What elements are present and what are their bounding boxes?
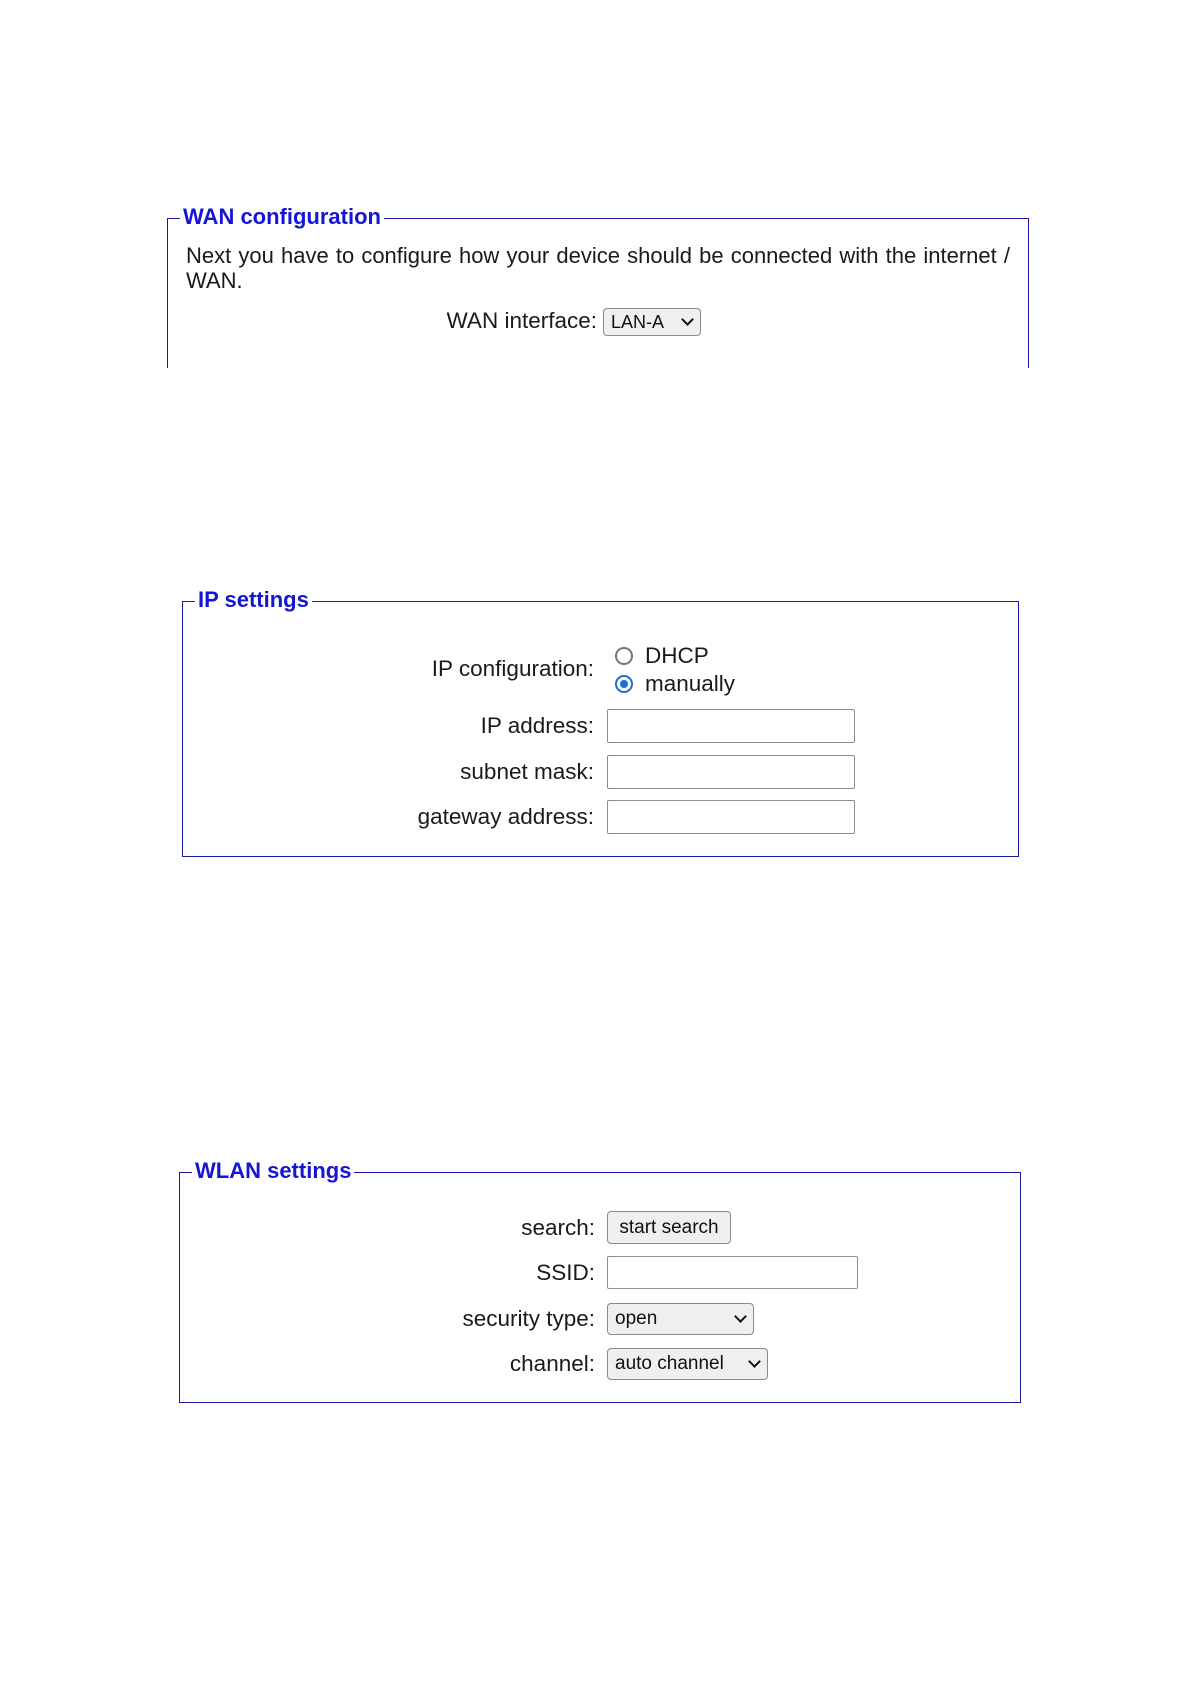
radio-manually[interactable] [615,670,735,698]
security-type-label: security type: [462,1306,595,1331]
wan-interface-value: LAN-A [611,311,665,332]
radio-dhcp-button[interactable] [615,647,633,665]
wan-description: Next you have to configure how your device should be connected with the internet / WAN. [186,243,1010,293]
ssid-input[interactable] [607,1256,858,1289]
subnet-mask-input[interactable] [607,755,855,789]
gateway-address-label: gateway address: [417,804,594,829]
gateway-address-input[interactable] [607,800,855,834]
ip-address-label: IP address: [480,713,594,738]
wan-interface-select[interactable] [603,308,701,336]
wan-configuration-panel [167,204,1029,368]
search-label: search: [521,1215,595,1240]
wlan-settings-panel [179,1158,1021,1403]
radio-dhcp[interactable] [615,642,709,670]
subnet-mask-label: subnet mask: [460,759,594,784]
chevron-down-icon [748,1355,761,1368]
wlan-settings-title: WLAN settings [192,1158,354,1184]
ip-configuration-label: IP configuration: [431,656,594,681]
ip-settings-title: IP settings [195,587,312,613]
channel-label: channel: [509,1351,595,1376]
channel-value: auto channel [615,1353,724,1374]
security-type-value: open [615,1308,658,1329]
radio-manually-label: manually [645,671,736,696]
ip-settings-panel [182,587,1019,857]
start-search-button[interactable]: start search [607,1211,731,1244]
ssid-label: SSID: [536,1260,595,1285]
chevron-down-icon [681,313,694,326]
security-type-select[interactable] [607,1303,754,1335]
radio-dhcp-label: DHCP [645,643,709,668]
wan-configuration-title: WAN configuration [180,204,384,230]
chevron-down-icon [734,1310,747,1323]
radio-manually-button[interactable] [615,675,633,693]
channel-select[interactable] [607,1348,768,1380]
ip-address-input[interactable] [607,709,855,743]
wan-interface-label: WAN interface: [446,308,597,333]
